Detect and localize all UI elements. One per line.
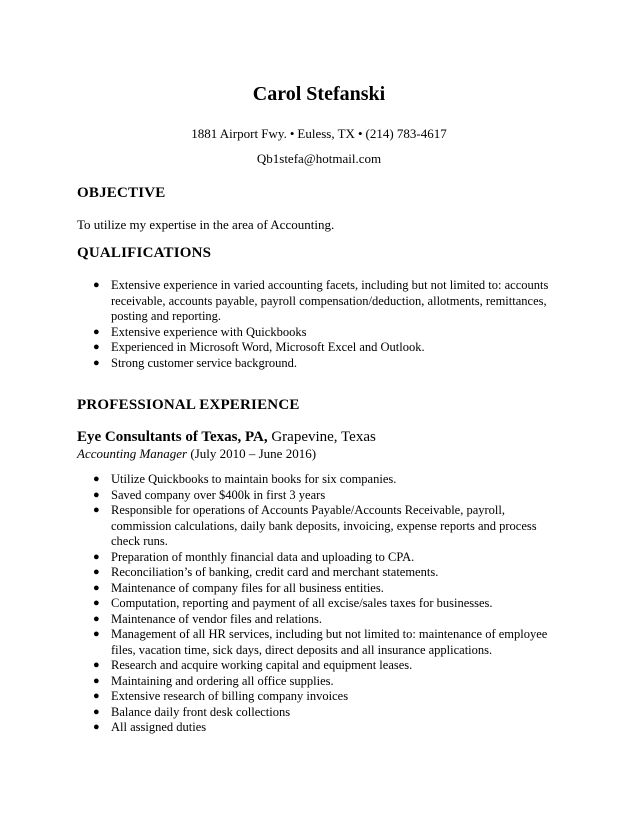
bullet-icon: ●: [93, 674, 100, 687]
bullet-icon: ●: [93, 473, 100, 485]
list-item: [93, 278, 563, 325]
list-item-text: Computation, reporting and payment of all excise/sales taxes for businesses.: [111, 596, 493, 610]
bullet-icon: ●: [93, 356, 100, 369]
bullet-icon: ●: [93, 597, 100, 609]
separator-dot: •: [357, 126, 363, 141]
street-address: 1881 Airport Fwy.: [191, 126, 287, 141]
bullet-icon: ●: [93, 325, 100, 338]
employer-location: Grapevine, Texas: [271, 429, 376, 445]
employer-line: [77, 428, 376, 446]
job-dates: (July 2010 – June 2016): [190, 446, 317, 461]
objective-heading: OBJECTIVE: [77, 185, 166, 201]
list-item: [93, 580, 563, 597]
list-item: [93, 627, 563, 658]
qualifications-heading: QUALIFICATIONS: [77, 245, 212, 261]
list-item-text: Saved company over $400k in first 3 years: [111, 487, 326, 502]
list-item-text: Strong customer service background.: [111, 355, 298, 370]
list-item: [93, 549, 563, 566]
phone-number: (214) 783-4617: [365, 126, 447, 141]
contact-line: [0, 126, 638, 142]
list-item-text: Extensive experience in varied accounting facets, including but not limited to: accounts receivable, accounts payable, payroll compensation/deduction, allotments, remittances, posting and reporting.: [111, 278, 549, 323]
list-item-text: Extensive experience with Quickbooks: [111, 324, 307, 339]
list-item: [93, 487, 563, 504]
bullet-icon: ●: [93, 279, 100, 291]
list-item: [93, 596, 563, 612]
bullet-icon: ●: [93, 705, 100, 718]
bullet-icon: ●: [93, 504, 100, 516]
list-item: [93, 565, 563, 581]
experience-heading: PROFESSIONAL EXPERIENCE: [77, 397, 300, 413]
bullet-icon: ●: [93, 341, 100, 353]
list-item-text: Utilize Quickbooks to maintain books for six companies.: [111, 472, 397, 486]
list-item: [93, 689, 563, 705]
list-item: [93, 472, 563, 488]
list-item: [93, 704, 563, 721]
list-item-text: Maintaining and ordering all office supplies.: [111, 673, 334, 688]
list-item: [93, 673, 563, 690]
bullet-icon: ●: [93, 690, 100, 702]
list-item-text: Reconciliation’s of banking, credit card and merchant statements.: [111, 565, 439, 579]
list-item: [93, 355, 563, 372]
role-line: [77, 446, 316, 462]
bullet-icon: ●: [93, 581, 100, 594]
list-item: [93, 340, 563, 356]
bullet-icon: ●: [93, 721, 100, 733]
separator-dot: •: [289, 126, 295, 141]
email-address[interactable]: Qb1stefa@hotmail.com: [256, 151, 382, 166]
list-item-text: Responsible for operations of Accounts Payable/Accounts Receivable, payroll, commission calculations, daily bank deposits, invoicing, expense reports and process check runs.: [111, 503, 537, 548]
list-item: [93, 658, 563, 674]
list-item-text: Extensive research of billing company invoices: [111, 689, 349, 703]
job-title: Accounting Manager: [77, 446, 188, 461]
objective-text: To utilize my expertise in the area of Accounting.: [77, 217, 335, 232]
employer-name: Eye Consultants of Texas, PA,: [77, 429, 268, 445]
list-item-text: Experienced in Microsoft Word, Microsoft Excel and Outlook.: [111, 340, 425, 354]
list-item-text: All assigned duties: [111, 720, 207, 734]
bullet-icon: ●: [93, 488, 100, 501]
bullet-icon: ●: [93, 566, 100, 578]
list-item-text: Management of all HR services, including but not limited to: maintenance of employee files, vacation time, sick days, direct deposits and all insurance applications.: [111, 627, 548, 657]
bullet-icon: ●: [93, 659, 100, 671]
candidate-name: Carol Stefanski: [252, 83, 386, 105]
list-item-text: Maintenance of vendor files and relations.: [111, 611, 323, 626]
list-item: [93, 720, 563, 736]
qualifications-list: [93, 278, 563, 371]
bullet-icon: ●: [93, 612, 100, 625]
list-item: [93, 324, 563, 341]
bullet-icon: ●: [93, 628, 100, 640]
duties-list: [93, 472, 563, 736]
list-item-text: Preparation of monthly financial data and uploading to CPA.: [111, 549, 415, 564]
list-item-text: Balance daily front desk collections: [111, 704, 291, 719]
list-item-text: Research and acquire working capital and equipment leases.: [111, 658, 413, 672]
list-item-text: Maintenance of company files for all business entities.: [111, 580, 384, 595]
list-item: [93, 503, 563, 550]
city-state: Euless, TX: [297, 126, 355, 141]
list-item: [93, 611, 563, 628]
bullet-icon: ●: [93, 550, 100, 563]
